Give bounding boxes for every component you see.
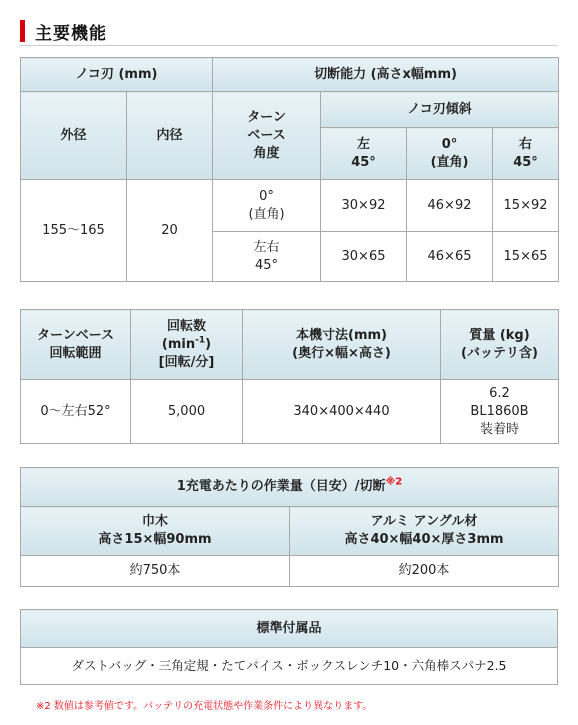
accessories-table — [20, 609, 558, 685]
baseboard-line1: 巾木 — [141, 514, 168, 529]
row1-zero-value: 46×92 — [407, 180, 493, 232]
row2-left-value: 30×65 — [321, 232, 407, 282]
speed-line3: [回転/分] — [158, 354, 215, 370]
footnote: ※2 数値は参考値です。バッテリの充電状態や作業条件により異なります。 — [36, 701, 373, 712]
rotation-range-value: 0～左右52° — [21, 380, 131, 444]
outer-diameter-header: 外径 — [21, 92, 127, 180]
title-accent-bar — [20, 20, 25, 42]
tilt-right-header — [493, 128, 559, 180]
row1-angle-line1: 0° — [259, 188, 274, 204]
tilt-zero-line1: 0° — [441, 136, 458, 152]
aluminum-angle-line2: 高さ40×幅40×厚さ3mm — [344, 532, 504, 547]
row2-right-value: 15×65 — [493, 232, 559, 282]
section-title-bar — [20, 20, 107, 42]
outer-diameter-value: 155～165 — [21, 180, 127, 282]
mass-value-line2: BL1860B — [470, 403, 529, 419]
blade-tilt-header: ノコ刃傾斜 — [321, 92, 559, 128]
tilt-left-line2: 45° — [351, 154, 376, 170]
machine-spec-table — [20, 309, 559, 444]
tilt-zero-line2: (直角) — [430, 154, 469, 170]
tilt-left-line1: 左 — [357, 136, 371, 152]
speed-line1: 回転数 — [166, 318, 206, 334]
rotation-range-line1: ターンベース — [36, 327, 115, 343]
aluminum-angle-header — [290, 507, 559, 556]
tilt-zero-header — [407, 128, 493, 180]
section-title: 主要機能 — [35, 23, 107, 44]
rotation-range-header — [21, 310, 131, 380]
mass-value — [441, 380, 559, 444]
capacity-header: 切断能力 (高さx幅mm) — [213, 58, 559, 92]
inner-diameter-header: 内径 — [127, 92, 213, 180]
turn-base-angle-line1: ターン — [247, 109, 286, 125]
baseboard-line2: 高さ15×幅90mm — [98, 532, 212, 547]
row2-angle — [213, 232, 321, 282]
mass-line1: 質量 (kg) — [469, 327, 530, 343]
row1-angle-line2: (直角) — [248, 206, 285, 222]
rotation-range-line2: 回転範囲 — [49, 345, 102, 361]
row2-angle-line1: 左右 — [253, 239, 280, 255]
aluminum-angle-line1: アルミ アングル材 — [370, 514, 478, 529]
row2-zero-value: 46×65 — [407, 232, 493, 282]
work-per-charge-header — [21, 468, 559, 507]
dimension-line2: (奥行×幅×高さ) — [292, 345, 391, 361]
row2-angle-line2: 45° — [254, 257, 279, 273]
speed-line2 — [131, 336, 242, 354]
speed-unit-exponent: -1 — [195, 335, 206, 346]
tilt-right-line2: 45° — [513, 154, 538, 170]
row1-angle — [213, 180, 321, 232]
tilt-right-line1: 右 — [519, 136, 533, 152]
mass-value-line3: 装着時 — [479, 421, 519, 437]
turn-base-angle-line2: ベース — [247, 127, 286, 143]
title-divider — [20, 45, 558, 46]
mass-value-line1: 6.2 — [489, 385, 510, 401]
row1-right-value: 15×92 — [493, 180, 559, 232]
tilt-left-header — [321, 128, 407, 180]
dimension-line1: 本機寸法(mm) — [296, 327, 387, 343]
speed-header — [131, 310, 243, 380]
accessories-header: 標準付属品 — [21, 610, 558, 648]
row1-left-value: 30×92 — [321, 180, 407, 232]
baseboard-value: 約750本 — [21, 556, 290, 587]
mass-line2: (バッテリ含) — [461, 345, 538, 361]
inner-diameter-value: 20 — [127, 180, 213, 282]
mass-header — [441, 310, 559, 380]
blade-header: ノコ刃 (mm) — [21, 58, 213, 92]
dimension-header — [243, 310, 441, 380]
turn-base-angle-line3: 角度 — [253, 145, 280, 161]
speed-unit: (min — [161, 336, 196, 352]
work-per-charge-table — [20, 467, 559, 587]
turn-base-angle-header — [213, 92, 321, 180]
speed-unit-close: ) — [205, 336, 212, 352]
cutting-capacity-table — [20, 57, 559, 282]
footnote-marker: ※2 — [385, 476, 403, 488]
speed-value: 5,000 — [131, 380, 243, 444]
work-per-charge-title: 1充電あたりの作業量（目安）/切断 — [176, 479, 386, 494]
accessories-value: ダストバッグ・三角定規・たてバイス・ボックスレンチ10・六角棒スパナ2.5 — [21, 648, 558, 685]
aluminum-angle-value: 約200本 — [290, 556, 559, 587]
dimension-value: 340×400×440 — [243, 380, 441, 444]
baseboard-header — [21, 507, 290, 556]
